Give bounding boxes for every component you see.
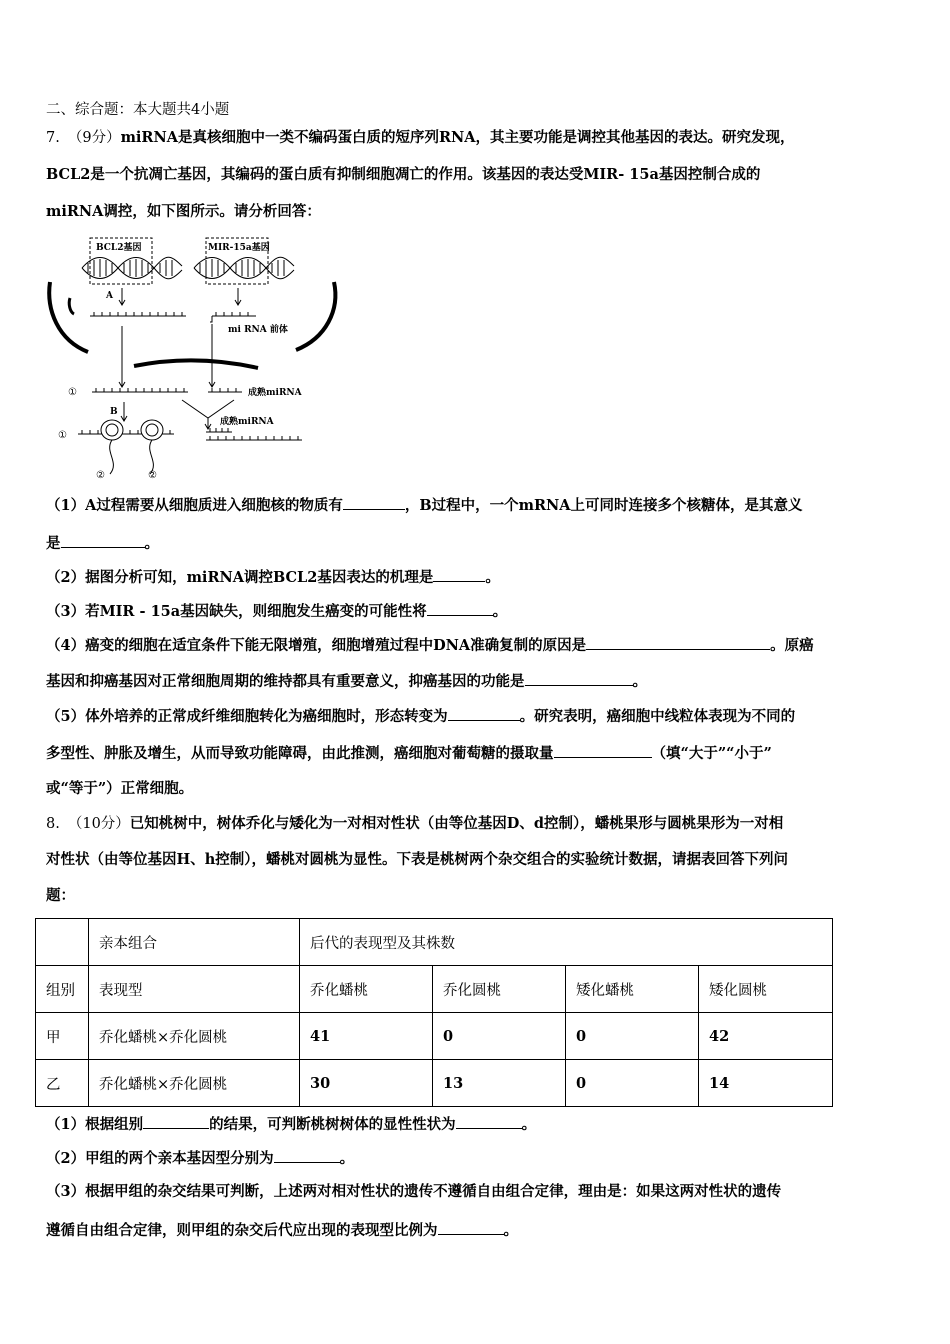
count-cell: 41 — [300, 1013, 433, 1060]
mature-mirna-label-2: 成熟miRNA — [220, 417, 274, 427]
q8-intro-line-1 — [46, 814, 906, 834]
q7-number: 7. — [46, 130, 60, 146]
answer-blank[interactable] — [61, 532, 145, 548]
table-header-row-1 — [36, 919, 833, 966]
q8-sub2-end: 。 — [339, 1150, 355, 1167]
q7-sub4-text-a: （4）癌变的细胞在适宜条件下能无限增殖，细胞增殖过程中DNA准确复制的原因是 — [46, 637, 587, 654]
q8-sub3-line-1: （3）根据甲组的杂交结果可判断，上述两对相对性状的遗传不遵循自由组合定律，理由是：如果这两对性状的遗传 — [46, 1183, 782, 1200]
process-b-label: B — [110, 407, 118, 417]
q7-sub2-end: 。 — [485, 569, 500, 586]
q7-sub4-text-c: 基因和抑癌基因对正常细胞周期的维持都具有重要意义，抑癌基因的功能是 — [46, 673, 525, 690]
q8-intro-line-2: 对性状（由等位基因H、h控制），蟠桃对圆桃为显性。下表是桃树两个杂交组合的实验统计数据，请据表回答下列问 — [46, 851, 788, 868]
bcl2-dna-helix — [82, 257, 182, 279]
mir-dna-helix — [194, 257, 294, 279]
cross-cell: 乔化蟠桃×乔化圆桃 — [89, 1013, 300, 1060]
column-header: 矮化蟠桃 — [566, 966, 699, 1013]
q8-sub1-text-b: 的结果，可判断桃树树体的显性性状为 — [209, 1116, 456, 1133]
group-cell: 甲 — [36, 1013, 89, 1060]
q8-intro-line-3: 题： — [46, 887, 75, 904]
answer-blank[interactable] — [433, 566, 485, 582]
q7-sub5-line-1 — [46, 705, 906, 727]
table-cell-empty — [36, 919, 89, 966]
mature-mirna-label-1: 成熟miRNA — [248, 388, 302, 398]
table-row — [36, 1013, 833, 1060]
q8-sub1 — [46, 1113, 906, 1135]
count-cell: 42 — [699, 1013, 833, 1060]
q7-sub5-text-a: （5）体外培养的正常成纤维细胞转化为癌细胞时，形态转变为 — [46, 708, 448, 725]
process-a-label: A — [106, 291, 113, 301]
q7-sub5-text-c: 多型性、肿胀及增生，从而导致功能障碍，由此推测，癌细胞对葡萄糖的摄取量 — [46, 745, 554, 762]
mature-mirna-strand — [208, 388, 242, 392]
mark-1-a: ① — [68, 387, 77, 398]
group-cell: 乙 — [36, 1060, 89, 1107]
q8-number: 8. — [46, 816, 60, 832]
q7-intro-line-3: miRNA调控，如下图所示。请分析回答： — [46, 203, 321, 220]
q7-sub5-line-2 — [46, 742, 906, 764]
mirna-regulation-diagram — [44, 230, 344, 482]
answer-blank[interactable] — [438, 1219, 504, 1235]
answer-blank[interactable] — [586, 634, 770, 650]
q7-sub1-line-2 — [46, 532, 906, 554]
mir-gene-label: MIR-15a基因 — [208, 243, 270, 253]
section-heading: 二、综合题：本大题共4小题 — [46, 102, 230, 118]
answer-blank[interactable] — [143, 1113, 209, 1129]
answer-blank[interactable] — [343, 494, 405, 510]
q8-sub3-end: 。 — [503, 1222, 518, 1239]
q7-intro-line-1 — [46, 128, 906, 148]
pre-mirna-label: mi RNA 前体 — [228, 325, 288, 335]
q7-sub4-line-1 — [46, 634, 906, 656]
answer-blank[interactable] — [427, 600, 493, 616]
answer-blank[interactable] — [554, 742, 652, 758]
count-cell: 14 — [699, 1060, 833, 1107]
q8-sub2-text: （2）甲组的两个亲本基因型分别为 — [46, 1150, 274, 1167]
q7-sub5-text-b: 。研究表明，癌细胞中线粒体表现为不同的 — [519, 708, 796, 725]
q8-sub1-end: 。 — [521, 1116, 537, 1133]
q7-sub1-text-a: （1）A过程需要从细胞质进入细胞核的物质有 — [46, 497, 343, 514]
answer-blank[interactable] — [448, 705, 520, 721]
q7-sub1-text-d: 。 — [144, 535, 159, 552]
offspring-header: 后代的表现型及其株数 — [300, 919, 833, 966]
count-cell: 30 — [300, 1060, 433, 1107]
q7-sub1-text-c: 是 — [46, 535, 61, 552]
q7-sub3-text: （3）若MIR - 15a基因缺失，则细胞发生癌变的可能性将 — [46, 603, 427, 620]
q7-score: （9分） — [67, 130, 121, 146]
nuclear-membrane — [49, 282, 335, 368]
mark-1-b: ① — [58, 430, 67, 441]
q8-sub2 — [46, 1147, 906, 1169]
ribosome-2 — [141, 420, 163, 474]
q7-sub4-line-2 — [46, 670, 906, 692]
q7-sub1-line-1 — [46, 494, 906, 516]
q7-sub2-text: （2）据图分析可知，miRNA调控BCL2基因表达的机理是 — [46, 569, 434, 586]
mrna-strand-cytoplasm — [92, 388, 188, 392]
q8-sub3-text: 遵循自由组合定律，则甲组的杂交后代应出现的表现型比例为 — [46, 1222, 438, 1239]
answer-blank[interactable] — [525, 670, 633, 686]
q7-sub2 — [46, 566, 906, 588]
phenotype-header: 表现型 — [89, 966, 300, 1013]
mark-2-a: ② — [96, 470, 105, 481]
column-header: 乔化圆桃 — [433, 966, 566, 1013]
column-header: 矮化圆桃 — [699, 966, 833, 1013]
cross-cell: 乔化蟠桃×乔化圆桃 — [89, 1060, 300, 1107]
q8-sub1-text-a: （1）根据组别 — [46, 1116, 144, 1133]
q7-sub5-line-3: 或“等于”）正常细胞。 — [46, 780, 194, 797]
answer-blank[interactable] — [456, 1113, 522, 1129]
q7-intro-line-2: BCL2是一个抗凋亡基因，其编码的蛋白质有抑制细胞凋亡的作用。该基因的表达受MIR- 15a基因控制合成的 — [46, 166, 761, 183]
table-row — [36, 1060, 833, 1107]
q7-intro-text: miRNA是真核细胞中一类不编码蛋白质的短序列RNA，其主要功能是调控其他基因的表达。研究发现， — [120, 129, 795, 146]
q7-sub5-text-d: （填“大于”“小于” — [651, 745, 772, 762]
pre-mirna-strand — [210, 312, 256, 322]
mrna-strand-nucleus — [90, 312, 186, 316]
bcl2-gene-label: BCL2基因 — [96, 243, 142, 253]
q8-score: （10分） — [67, 816, 130, 832]
table-header-row-2 — [36, 966, 833, 1013]
q8-sub3-line-2 — [46, 1219, 906, 1241]
q7-sub1-text-b: ，B过程中，一个mRNA上可同时连接多个核糖体，是其意义 — [404, 497, 803, 514]
q7-sub3 — [46, 600, 906, 622]
q7-sub4-end: 。 — [632, 673, 647, 690]
mark-2-b: ② — [148, 470, 157, 481]
column-header: 乔化蟠桃 — [300, 966, 433, 1013]
group-header: 组别 — [36, 966, 89, 1013]
cross-results-table — [35, 918, 833, 1107]
q8-intro-text: 已知桃树中，树体乔化与矮化为一对相对性状（由等位基因D、d控制），蟠桃果形与圆桃果形为一对相 — [129, 815, 784, 832]
mirna-bound-complex — [206, 428, 302, 440]
count-cell: 0 — [566, 1013, 699, 1060]
ribosome-1 — [101, 420, 123, 474]
answer-blank[interactable] — [274, 1147, 340, 1163]
count-cell: 0 — [433, 1013, 566, 1060]
parent-header: 亲本组合 — [89, 919, 300, 966]
count-cell: 0 — [566, 1060, 699, 1107]
count-cell: 13 — [433, 1060, 566, 1107]
q7-sub3-end: 。 — [492, 603, 508, 620]
q7-sub4-text-b: 。原癌 — [770, 637, 814, 654]
